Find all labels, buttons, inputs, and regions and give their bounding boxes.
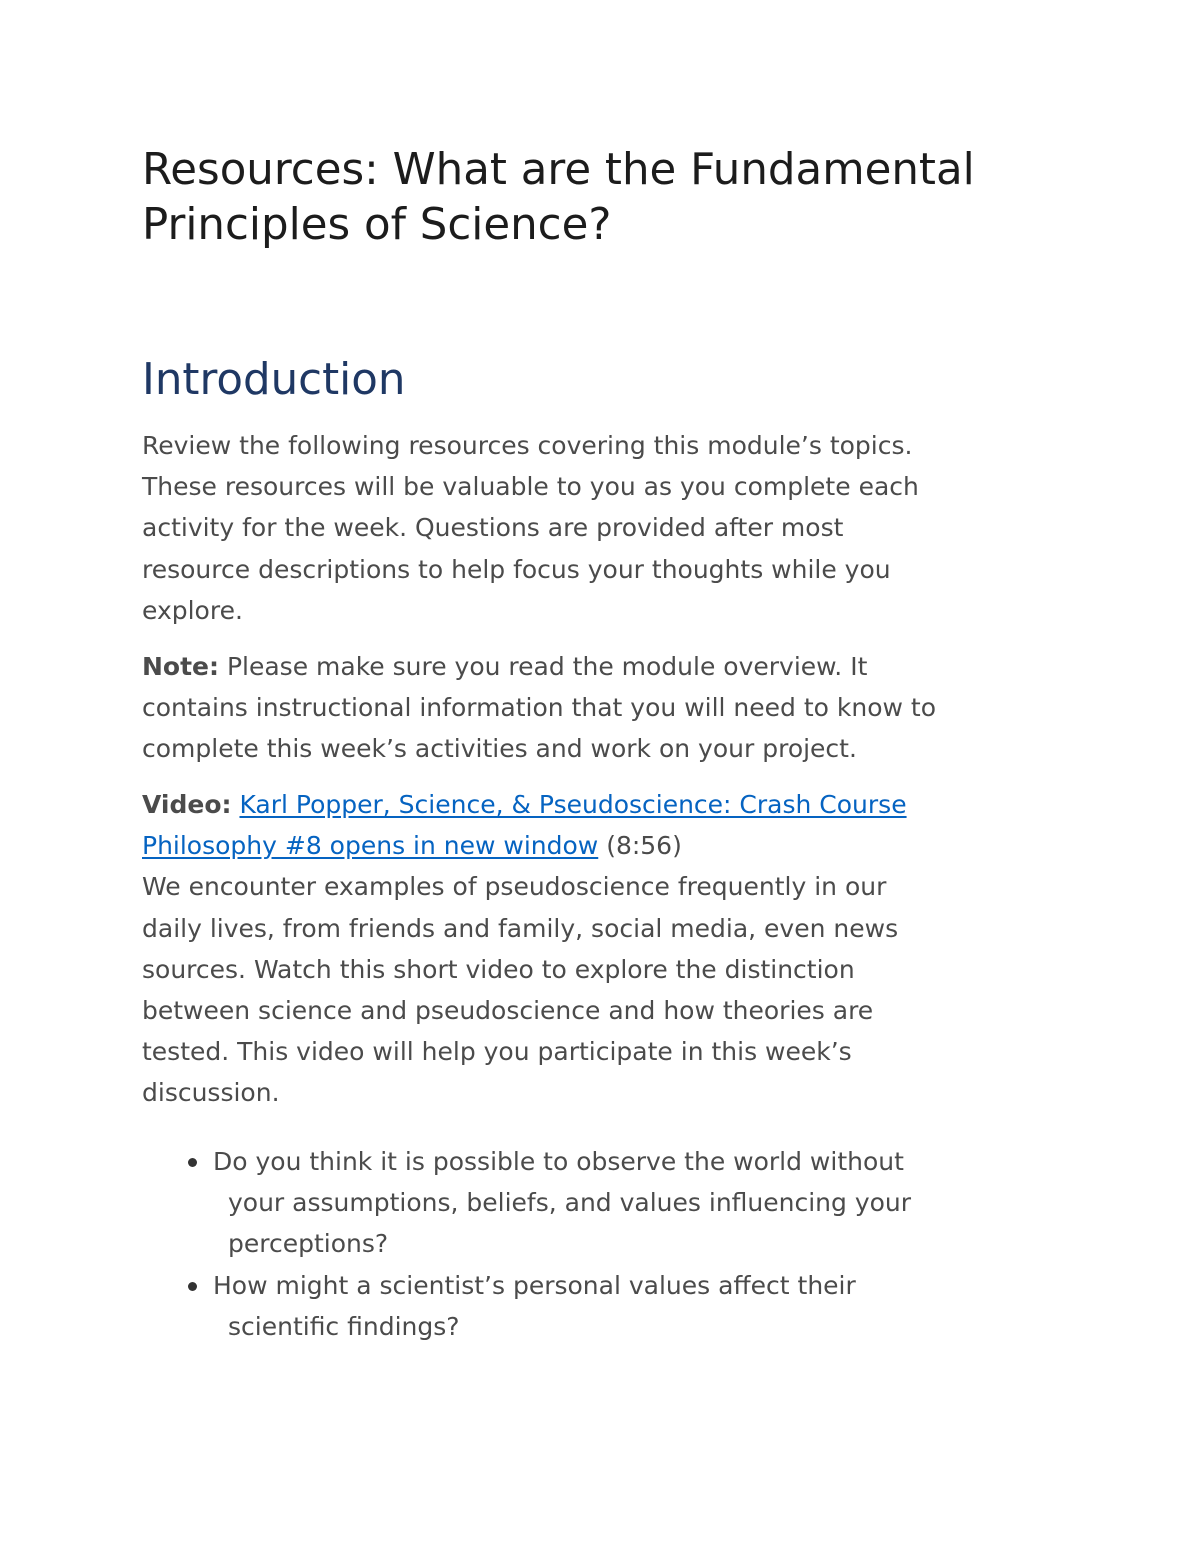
video-description-line: discussion. xyxy=(142,1078,280,1108)
note-label: Note: xyxy=(142,652,220,681)
page-title-line-2: Principles of Science? xyxy=(142,200,612,250)
video-link[interactable]: Karl Popper, Science, & Pseudoscience: Crash Course xyxy=(239,790,907,819)
introduction-paragraph xyxy=(142,425,919,631)
introduction-line: Review the following resources covering this module’s topics. xyxy=(142,431,913,460)
note-text-1: Please make sure you read the module overview. It xyxy=(219,652,868,681)
video-description-line: between science and pseudoscience and how theories are xyxy=(142,996,874,1026)
page-title-line-1: Resources: What are the Fundamental xyxy=(142,145,975,195)
video-link-continued[interactable]: Philosophy #8 opens in new window xyxy=(142,831,599,861)
question-item xyxy=(187,1141,911,1265)
video-description-line: We encounter examples of pseudoscience frequently in our xyxy=(142,872,887,902)
note-line-1 xyxy=(142,646,936,687)
note-line-3: complete this week’s activities and work on your project. xyxy=(142,734,857,764)
video-description-line: tested. This video will help you participate in this week’s xyxy=(142,1037,852,1067)
note-paragraph xyxy=(142,646,936,770)
question-list xyxy=(187,1141,911,1347)
introduction-line: These resources will be valuable to you as you complete each xyxy=(142,472,919,502)
question-line: How might a scientist’s personal values affect their xyxy=(213,1270,856,1300)
video-paragraph xyxy=(142,784,907,1114)
video-description-line: daily lives, from friends and family, social media, even news xyxy=(142,913,899,943)
video-line-1 xyxy=(142,784,907,825)
bullet-icon xyxy=(188,1158,197,1167)
page-title xyxy=(142,143,1072,253)
question-line: scientific findings? xyxy=(228,1311,460,1341)
question-line: your assumptions, beliefs, and values influencing your xyxy=(228,1188,912,1218)
introduction-line: explore. xyxy=(142,595,243,625)
question-item xyxy=(187,1265,911,1347)
video-duration: (8:56) xyxy=(598,831,682,861)
video-description-line: sources. Watch this short video to explore the distinction xyxy=(142,954,855,984)
video-label: Video: xyxy=(142,790,232,819)
note-line-2: contains instructional information that you will need to know to xyxy=(142,693,936,723)
question-line: perceptions? xyxy=(228,1229,389,1259)
video-line-2 xyxy=(142,825,907,866)
bullet-icon xyxy=(188,1282,197,1291)
question-line: Do you think it is possible to observe the world without xyxy=(213,1147,904,1176)
introduction-line: activity for the week. Questions are provided after most xyxy=(142,513,844,543)
section-heading-introduction: Introduction xyxy=(142,355,406,405)
introduction-line: resource descriptions to help focus your thoughts while you xyxy=(142,554,891,584)
